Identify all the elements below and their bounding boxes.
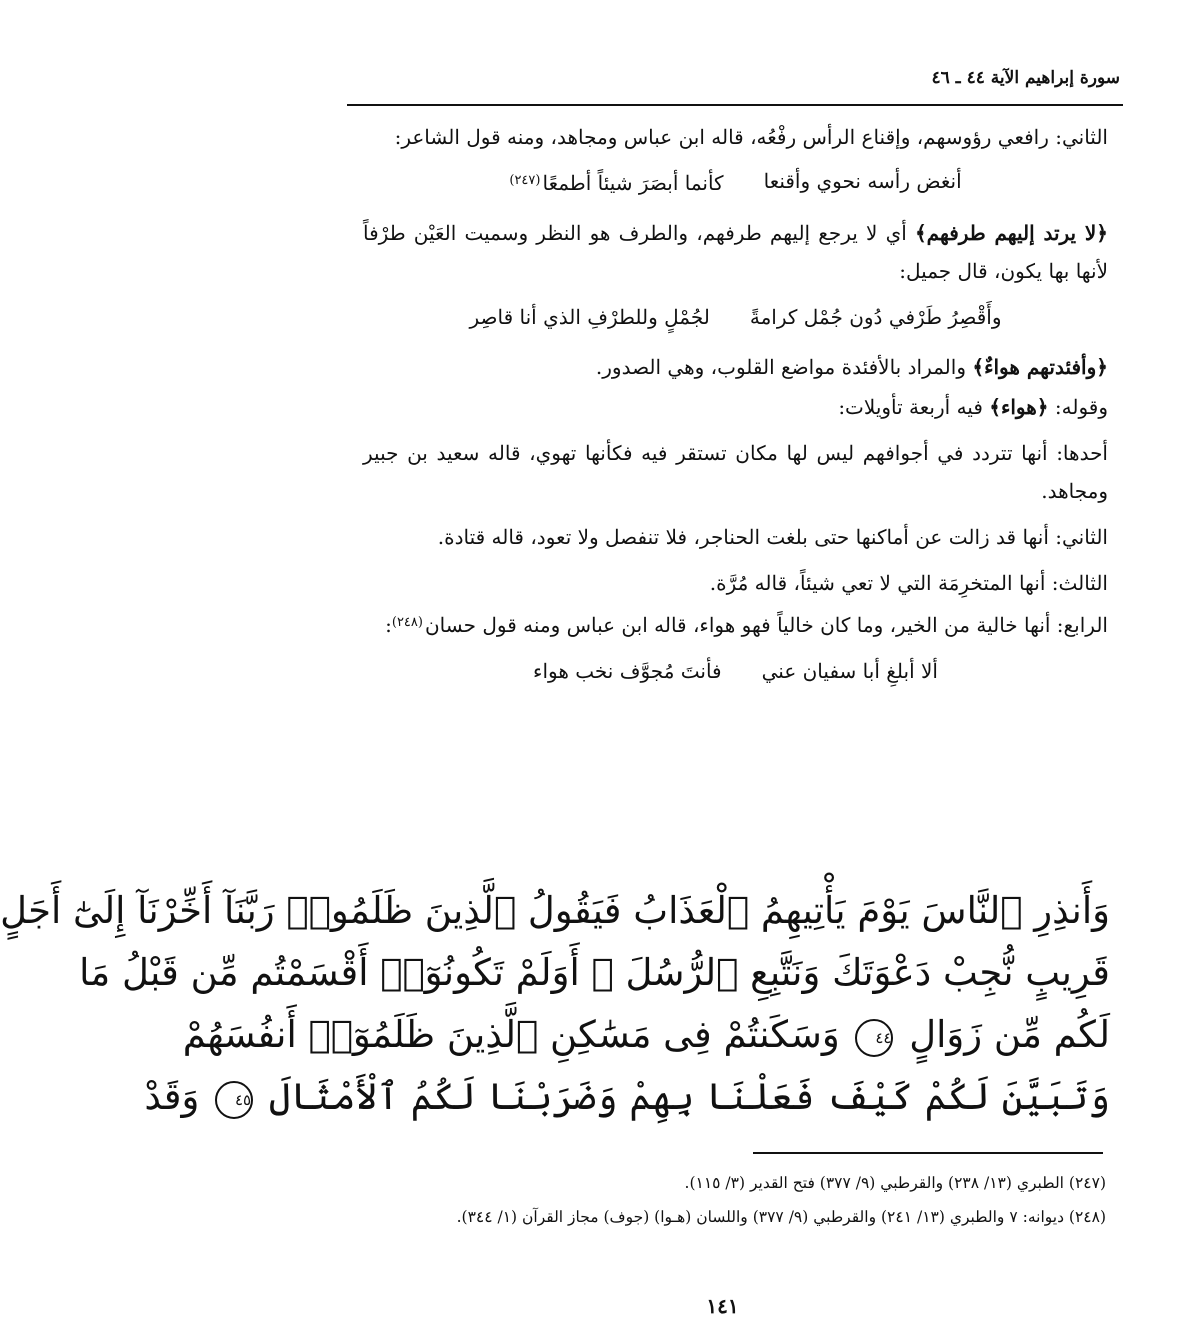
footnote-248: (٢٤٨) ديوانه: ٧ والطبري (١٣/ ٢٤١) والقرطبي (٩/ ٣٧٧) واللسان (هـوا) (جوف) مجاز القرآن (١/ ٣٤٤). bbox=[456, 1208, 1106, 1226]
quran-line-4 bbox=[144, 1066, 1110, 1128]
quran-line-3-a: لَكُم مِّن زَوَالٍ bbox=[909, 1013, 1110, 1056]
paragraph-interpretation-1: أحدها: أنها تتردد في أجوافهم ليس لها مكان تستقر فيه فكأنها تهوي، قاله سعيد بن جبير ومجاهد. bbox=[363, 441, 1108, 503]
quran-term-hawa: ﴿هواء﴾ bbox=[989, 395, 1049, 419]
paragraph-tarf-text: أي لا يرجع إليهم طرفهم، والطرف هو النظر وسميت العَيْن طرْفاً لأنها بها يكون، قال جميل: bbox=[363, 221, 1108, 283]
paragraph-interpretation-2: الثاني: أنها قد زالت عن أماكنها حتى بلغت الحناجر، فلا تنفصل ولا تعود، قاله قتادة. bbox=[437, 525, 1108, 549]
quran-line-4-b: وَقَدْ bbox=[144, 1075, 200, 1118]
ayah-number-44: ٤٤ bbox=[855, 1019, 893, 1057]
poetry-verse-3 bbox=[363, 652, 1108, 690]
page-number: ١٤١ bbox=[706, 1294, 739, 1318]
paragraph-hawa-intro bbox=[363, 388, 1108, 426]
quran-term-tarf: ﴿لا يرتد إليهم طرفهم﴾ bbox=[914, 221, 1108, 245]
footnotes bbox=[361, 1168, 1106, 1236]
footnote-247: (٢٤٧) الطبري (١٣/ ٢٣٨) والقرطبي (٩/ ٣٧٧) فتح القدير (٣/ ١١٥). bbox=[684, 1174, 1106, 1192]
verse-3-first-hemistich: ألا أبلغِ أبا سفيان عني bbox=[761, 659, 938, 683]
quran-line-2: قَرِيبٍ نُّجِبْ دَعْوَتَكَ وَنَتَّبِعِ ٱلرُّسُلَ ۗ أَوَلَمْ تَكُونُوٓا۟ أَقْسَمْتُم مِّن قَبْلُ مَا bbox=[79, 951, 1110, 994]
quran-term-afidah: ﴿وأفئدتهم هواءٌ﴾ bbox=[972, 355, 1108, 379]
paragraph-tarf bbox=[363, 214, 1108, 290]
interpretation-4-text: الرابع: أنها خالية من الخير، وما كان خالياً فهو هواء، قاله ابن عباس ومنه قول حسان bbox=[424, 613, 1108, 637]
poetry-verse-1 bbox=[363, 162, 1108, 202]
footnote-ref-248[interactable]: (٢٤٨) bbox=[391, 615, 423, 630]
quran-line-1: وَأَنذِرِ ٱلنَّاسَ يَوْمَ يَأْتِيهِمُ ٱلْعَذَابُ فَيَقُولُ ٱلَّذِينَ ظَلَمُوا۟ رَبَّنَآ أَخِّرْنَآ إِلَىٰٓ أَجَلٍ bbox=[0, 889, 1110, 932]
hawa-intro-prefix: وقوله: bbox=[1048, 395, 1108, 419]
verse-1-first-hemistich: أنغض رأسه نحوي وأقنعا bbox=[763, 169, 962, 193]
verse-2-first-hemistich: وأَقْصِرُ طَرْفي دُون جُمْل كرامةً bbox=[749, 305, 1002, 329]
paragraph-second-meaning: الثاني: رافعي رؤوسهم، وإقناع الرأس رفْعُه، قاله ابن عباس ومجاهد، ومنه قول الشاعر: bbox=[394, 125, 1108, 149]
interpretation-4-end: : bbox=[385, 613, 392, 637]
poetry-verse-2 bbox=[363, 298, 1108, 336]
commentary-body bbox=[363, 118, 1108, 702]
quran-line-4-a: وَتَبَيَّنَ لَكُمْ كَيْفَ فَعَلْنَا بِهِمْ وَضَرَبْنَا لَكُمُ ٱلْأَمْثَالَ bbox=[268, 1075, 1110, 1118]
running-header: سورة إبراهيم الآية ٤٤ ـ ٤٦ bbox=[931, 68, 1120, 88]
footnote-ref-247[interactable]: (٢٤٧) bbox=[509, 173, 541, 188]
hawa-intro-text: فيه أربعة تأويلات: bbox=[838, 395, 990, 419]
verse-3-second-hemistich: فأنتَ مُجوَّف نخب هواء bbox=[533, 659, 722, 683]
quran-text-block bbox=[0, 880, 1110, 1128]
quran-line-3-b: وَسَكَنتُمْ فِى مَسَٰكِنِ ٱلَّذِينَ ظَلَمُوٓا۟ أَنفُسَهُمْ bbox=[182, 1013, 840, 1056]
ayah-number-45: ٤٥ bbox=[215, 1081, 253, 1119]
paragraph-afidah bbox=[363, 348, 1108, 386]
quran-line-3 bbox=[182, 1004, 1110, 1066]
header-rule bbox=[347, 104, 1123, 106]
paragraph-interpretation-4 bbox=[363, 604, 1108, 644]
footnote-separator bbox=[753, 1152, 1103, 1154]
paragraph-interpretation-3: الثالث: أنها المتخرِمَة التي لا تعي شيئاً، قاله مُرَّة. bbox=[709, 571, 1108, 595]
verse-2-second-hemistich: لجُمْلٍ وللطرْفِ الذي أنا قاصِر bbox=[469, 305, 710, 329]
paragraph-afidah-text: والمراد بالأفئدة مواضع القلوب، وهي الصدور. bbox=[595, 355, 973, 379]
verse-1-second-text: كأنما أبصَرَ شيئاً أطمعًا bbox=[542, 171, 724, 195]
verse-1-second-hemistich bbox=[509, 162, 723, 202]
